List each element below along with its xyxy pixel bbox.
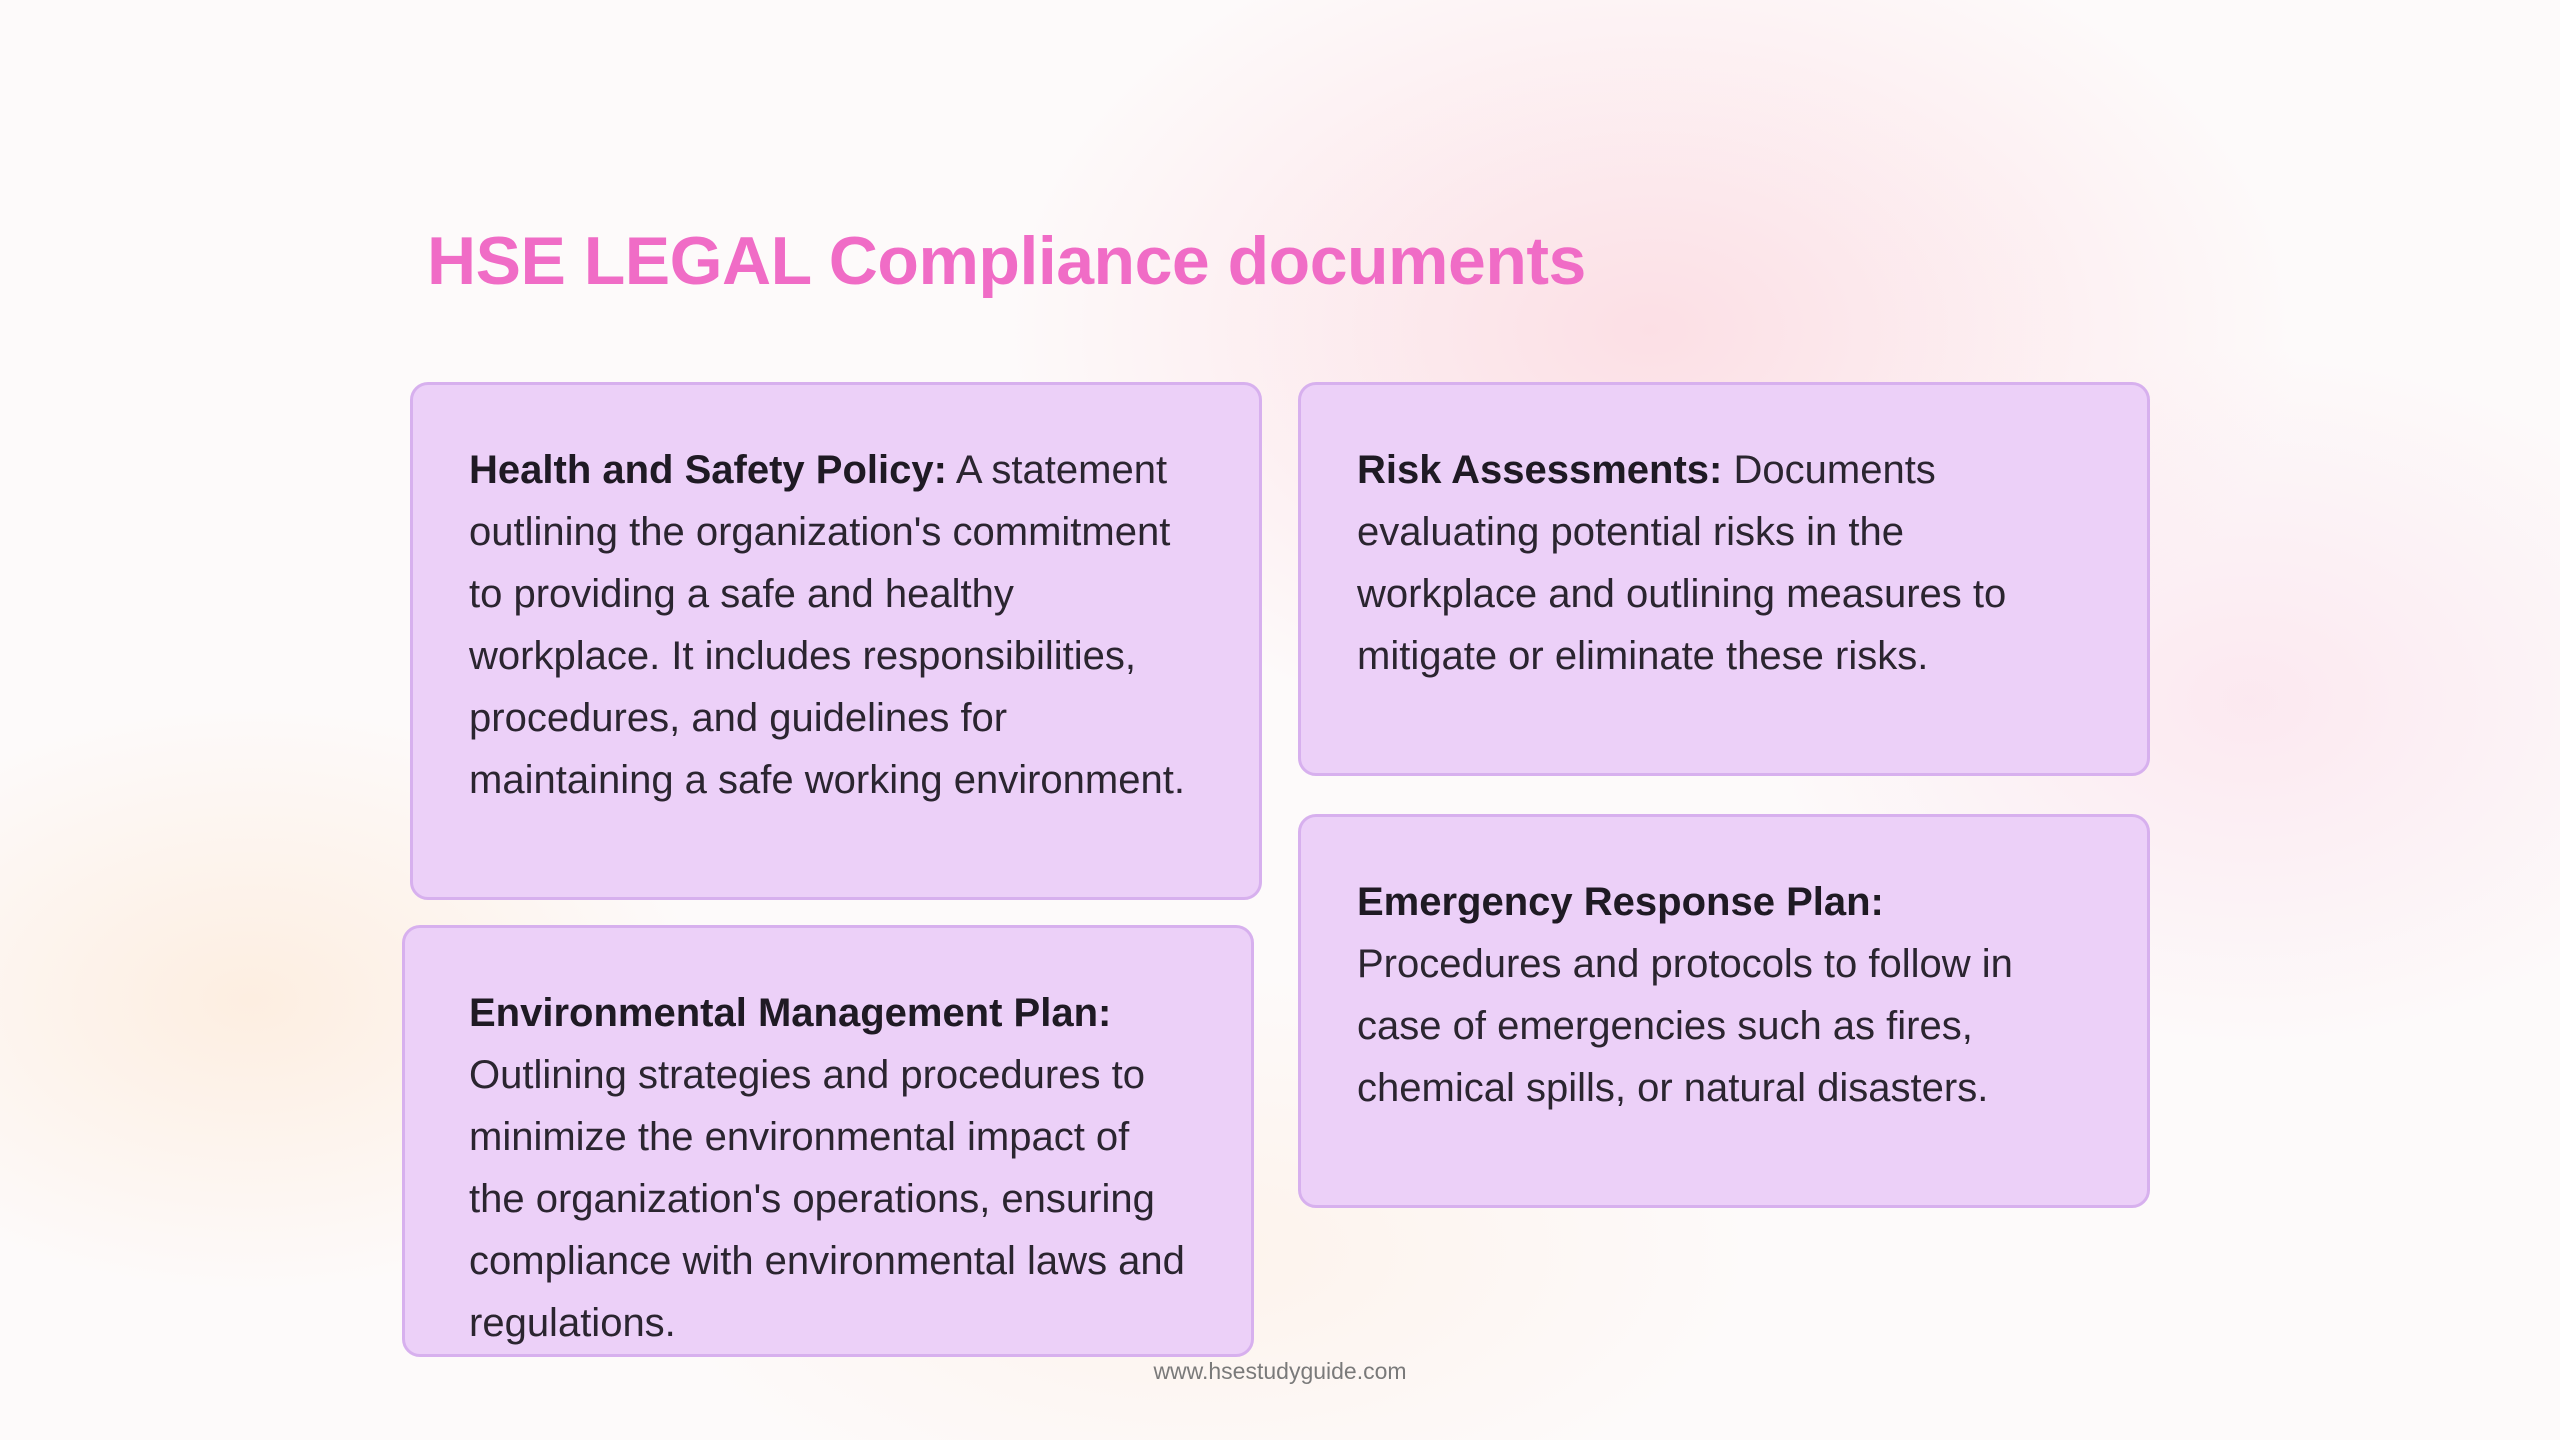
slide-title: HSE LEGAL Compliance documents [427,223,1586,299]
card-term: Emergency Response Plan: [1357,880,1884,924]
card-emergency-response-plan [1298,814,2150,1208]
card-text [1357,871,2091,1119]
footer-url: www.hsestudyguide.com [1153,1358,1407,1384]
card-description: Documents evaluating potential risks in the workplace and outlining measures to mitigate or eliminate these risks. [1357,448,2007,678]
card-term: Health and Safety Policy: [469,448,947,492]
card-text [469,439,1203,811]
card-risk-assessments [1298,382,2150,776]
card-text [469,982,1195,1354]
card-environmental-management-plan [402,925,1254,1357]
card-description: Procedures and protocols to follow in case of emergencies such as fires, chemical spills, or natural disasters. [1357,942,2013,1110]
card-term: Environmental Management Plan: [469,991,1112,1035]
card-description: Outlining strategies and procedures to minimize the environmental impact of the organization's operations, ensuring compliance with environmental laws and regulations. [469,1053,1185,1345]
card-text [1357,439,2091,687]
card-description: A statement outlining the organization's commitment to providing a safe and healthy workplace. It includes responsibilities, procedures, and guidelines for maintaining a safe working environment. [469,448,1185,802]
card-term: Risk Assessments: [1357,448,1723,492]
card-health-safety-policy [410,382,1262,900]
